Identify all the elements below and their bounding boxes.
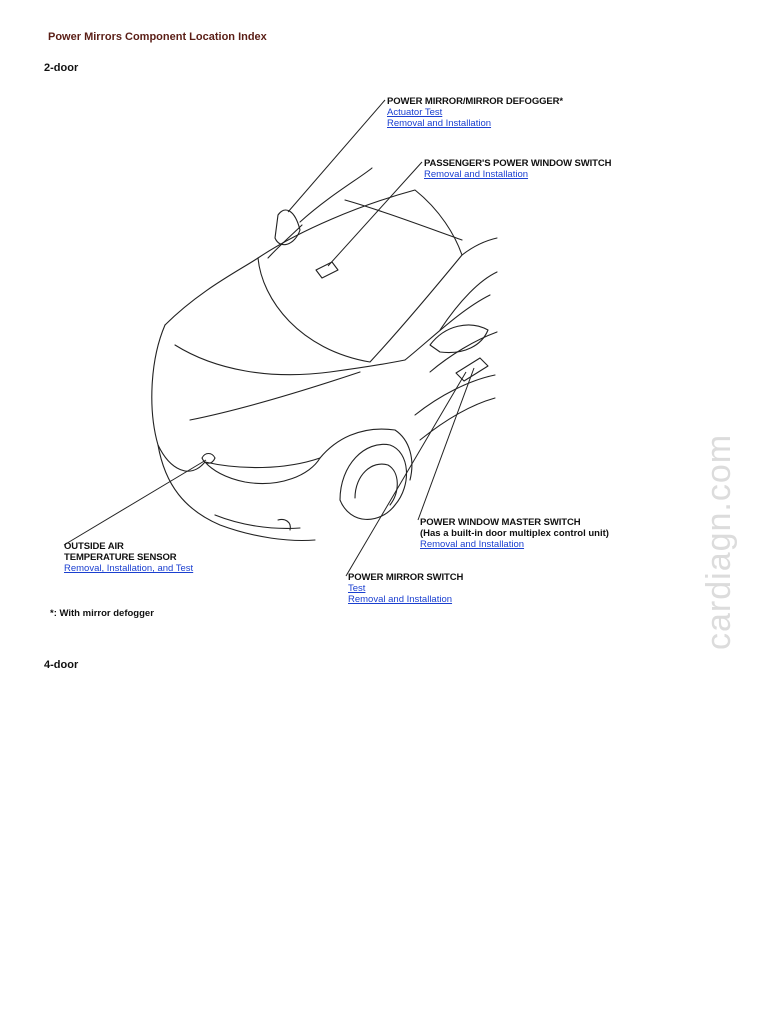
- callout-label: POWER WINDOW MASTER SWITCH: [420, 517, 581, 528]
- section-heading-2-door: 2-door: [44, 62, 79, 74]
- page-title: Power Mirrors Component Location Index: [48, 31, 267, 43]
- callout-label: POWER MIRROR/MIRROR DEFOGGER*: [387, 96, 564, 107]
- callout-sublabel: (Has a built-in door multiplex control unit): [420, 528, 609, 539]
- callout-power-mirror-switch: [348, 572, 463, 605]
- callout-power-mirror: [387, 96, 563, 129]
- removal-installation-link[interactable]: Removal and Installation: [387, 118, 492, 129]
- removal-installation-link[interactable]: Removal and Installation: [420, 539, 525, 550]
- callout-outside-air-temperature-sensor: [64, 541, 193, 574]
- removal-installation-test-link[interactable]: Removal, Installation, and Test: [64, 563, 194, 574]
- actuator-test-link[interactable]: Actuator Test: [387, 107, 443, 118]
- section-heading-4-door: 4-door: [44, 659, 79, 671]
- callout-passenger-window-switch: [424, 158, 611, 180]
- removal-installation-link[interactable]: Removal and Installation: [424, 169, 529, 180]
- watermark: cardiagn.com: [700, 433, 738, 650]
- callout-power-window-master-switch: [420, 517, 609, 550]
- callout-label: PASSENGER'S POWER WINDOW SWITCH: [424, 158, 612, 169]
- callout-label-line1: OUTSIDE AIR: [64, 541, 124, 552]
- test-link[interactable]: Test: [348, 583, 366, 594]
- callout-label: POWER MIRROR SWITCH: [348, 572, 464, 583]
- removal-installation-link[interactable]: Removal and Installation: [348, 594, 453, 605]
- callout-label-line2: TEMPERATURE SENSOR: [64, 552, 177, 563]
- footnote: *: With mirror defogger: [50, 608, 154, 619]
